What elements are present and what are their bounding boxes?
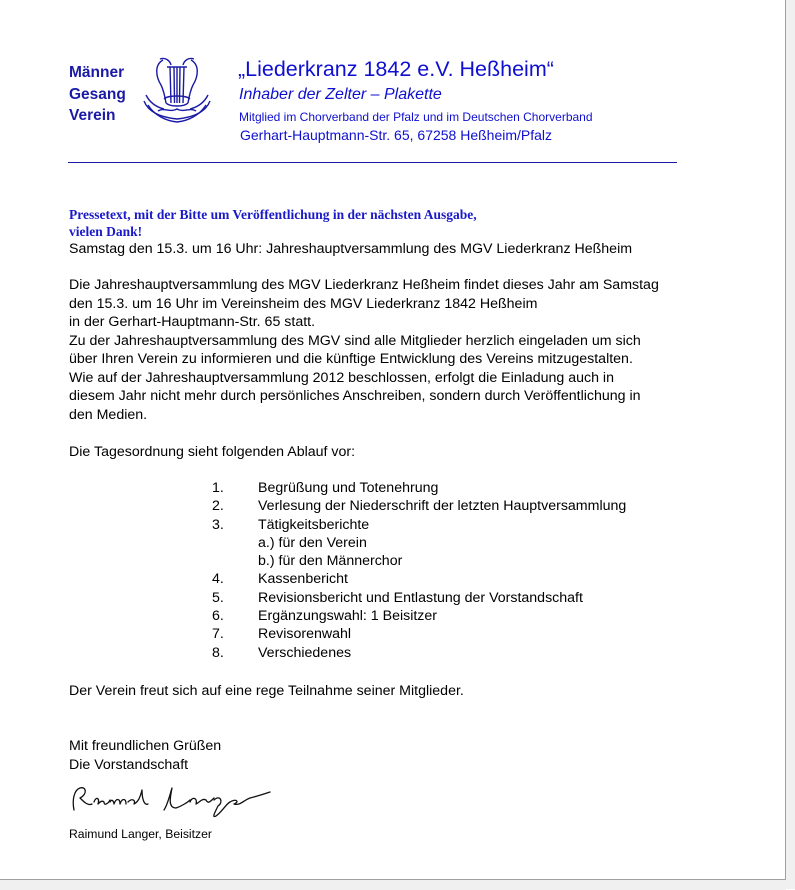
logo-word: Männer <box>69 64 125 81</box>
agenda-subitem: b.) für den Männerchor <box>258 553 403 570</box>
letterhead-divider <box>68 162 677 163</box>
agenda-item <box>212 589 626 607</box>
agenda-intro: Die Tagesordnung sieht folgenden Ablauf vor: <box>69 444 356 460</box>
agenda-list <box>212 479 626 662</box>
signer-name: Raimund Langer, Beisitzer <box>69 827 212 841</box>
page-edge-right <box>785 0 795 889</box>
agenda-text: Tätigkeitsberichte <box>258 516 370 533</box>
agenda-text: Verschiedenes <box>258 644 352 661</box>
lyre-logo-icon <box>140 55 214 125</box>
greeting-line: Die Vorstandschaft <box>69 756 189 773</box>
agenda-number: 2. <box>212 498 224 515</box>
agenda-item <box>212 479 626 497</box>
paragraph-line: Zu der Jahreshauptversammlung des MGV sind alle Mitglieder herzlich eingeladen um sich <box>69 332 641 349</box>
agenda-number: 4. <box>212 571 224 588</box>
agenda-text: Ergänzungswahl: 1 Beisitzer <box>258 608 438 625</box>
agenda-number: 6. <box>212 608 224 625</box>
paragraph-line: in der Gerhart-Hauptmann-Str. 65 statt. <box>69 314 316 330</box>
organization-subtitle: Inhaber der Zelter – Plakette <box>239 86 442 103</box>
paragraph-line: über Ihren Verein zu informieren und die künftige Entwicklung des Vereins mitzugestalten. <box>69 351 633 367</box>
organization-membership: Mitglied im Chorverband der Pfalz und im Deutschen Chorverband <box>239 110 593 124</box>
agenda-text: Revisionsbericht und Entlastung der Vorstandschaft <box>258 589 583 606</box>
page-edge-bottom <box>0 879 786 890</box>
paragraph-line: den 15.3. um 16 Uhr im Vereinsheim des MGV Liederkranz 1842 Heßheim <box>69 295 538 312</box>
greeting-line: Mit freundlichen Grüßen <box>69 738 222 754</box>
agenda-number: 8. <box>212 644 224 661</box>
agenda-item <box>212 625 626 643</box>
agenda-text: Revisorenwahl <box>258 626 352 643</box>
agenda-number: 7. <box>212 626 224 643</box>
press-note-line: Pressetext, mit der Bitte um Veröffentlichung in der nächsten Ausgabe, <box>69 207 477 222</box>
agenda-item <box>212 570 626 588</box>
press-note <box>69 206 477 240</box>
agenda-item <box>212 497 626 515</box>
invitation-paragraph <box>69 276 659 424</box>
agenda-text: Begrüßung und Totenehrung <box>258 480 439 496</box>
agenda-subitem: a.) für den Verein <box>258 534 367 551</box>
paragraph-line: Wie auf der Jahreshauptversammlung 2012 beschlossen, erfolgt die Einladung auch in <box>69 369 614 386</box>
organization-name: „Liederkranz 1842 e.V. Heßheim“ <box>238 57 554 81</box>
agenda-item <box>212 516 626 534</box>
agenda-text: Verlesung der Niederschrift der letzten Hauptversammlung <box>258 498 627 515</box>
agenda-number: 5. <box>212 589 224 606</box>
agenda-text: Kassenbericht <box>258 571 348 588</box>
logo-words <box>69 62 126 127</box>
logo-word: Gesang <box>69 85 126 103</box>
press-note-line: vielen Dank! <box>69 224 143 239</box>
organization-address: Gerhart-Hauptmann-Str. 65, 67258 Heßheim/Pfalz <box>240 127 553 143</box>
closing-line: Der Verein freut sich auf eine rege Teilnahme seiner Mitglieder. <box>69 683 464 699</box>
handwritten-signature <box>64 780 276 820</box>
agenda-item <box>212 607 626 625</box>
headline: Samstag den 15.3. um 16 Uhr: Jahreshauptversammlung des MGV Liederkranz Heßheim <box>69 241 633 257</box>
agenda-number: 3. <box>212 516 224 533</box>
paragraph-line: Die Jahreshauptversammlung des MGV Liederkranz Heßheim findet dieses Jahr am Samstag <box>69 277 659 293</box>
paragraph-line: den Medien. <box>69 406 148 423</box>
greeting <box>69 737 221 774</box>
paragraph-line: diesem Jahr nicht mehr durch persönliches Anschreiben, sondern durch Veröffentlichung in <box>69 388 641 404</box>
agenda-item <box>212 644 626 662</box>
logo-word: Verein <box>69 107 116 124</box>
agenda-number: 1. <box>212 480 224 496</box>
